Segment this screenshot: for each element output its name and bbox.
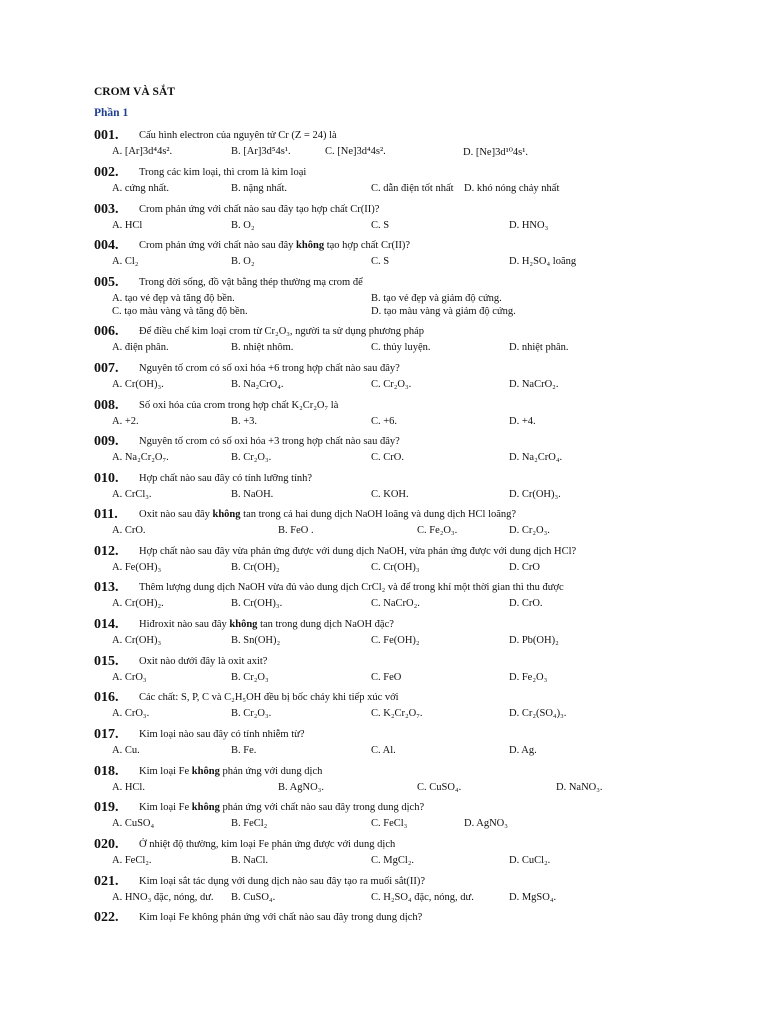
answer-option-a: A. HCl.	[112, 782, 145, 793]
answer-option-c: C. H₂SO₄ đặc, nóng, dư.	[371, 892, 474, 903]
question-1	[94, 130, 734, 159]
question-number: 015.	[94, 654, 119, 669]
question-number: 007.	[94, 361, 119, 376]
question-15	[94, 656, 734, 685]
question-17	[94, 729, 734, 758]
question-21	[94, 876, 734, 905]
answer-option-b: B. NaCl.	[231, 855, 269, 866]
question-stem: Trong đời sống, đồ vật bằng thép thường mạ crom để	[139, 277, 363, 288]
emphasis-keyword: không	[191, 766, 220, 777]
answer-option-c: C. S	[371, 220, 390, 231]
question-stem: Ở nhiệt độ thường, kim loại Fe phản ứng được với dung dịch	[139, 839, 396, 850]
answer-option-d: D. HNO₃	[509, 220, 549, 231]
answer-option-c: C. Cr(OH)₃	[371, 562, 420, 573]
question-number: 013.	[94, 580, 119, 595]
answer-option-c: C. tạo màu vàng và tăng độ bền.	[112, 306, 248, 317]
question-5	[94, 277, 734, 319]
question-4	[94, 240, 734, 269]
answer-option-c: C. NaCrO₂.	[371, 598, 420, 609]
answer-option-c: C. CrO.	[371, 452, 404, 463]
question-stem: Oxit nào sau đây không tan trong cả hai dung dịch NaOH loãng và dung dịch HCl loãng?	[139, 509, 517, 520]
answer-option-b: B. FeO .	[278, 525, 314, 536]
answer-option-b: B. Sn(OH)₂	[231, 635, 281, 646]
answer-option-d: D. H₂SO₄ loãng	[509, 256, 577, 267]
question-3	[94, 204, 734, 233]
answer-option-c: C. K₂Cr₂O₇.	[371, 708, 423, 719]
answer-option-b: B. AgNO₃.	[278, 782, 324, 793]
answer-option-b: B. nhiệt nhôm.	[231, 342, 294, 353]
answer-option-d: D. NaCrO₂.	[509, 379, 559, 390]
question-number: 010.	[94, 471, 119, 486]
answer-option-a: A. tạo vẻ đẹp và tăng độ bền.	[112, 293, 235, 304]
answer-option-b: B. +3.	[231, 416, 258, 427]
question-number: 016.	[94, 690, 119, 705]
answer-option-d: D. khó nóng chảy nhất	[464, 183, 560, 194]
question-stem: Kim loại Fe không phản ứng với chất nào sau đây trong dung dịch?	[139, 802, 425, 813]
answer-option-d: D. CrO.	[509, 598, 543, 609]
question-number: 005.	[94, 275, 119, 290]
answer-option-d: D. CrO	[509, 562, 540, 573]
question-number: 022.	[94, 910, 119, 925]
answer-option-c: C. S	[371, 256, 390, 267]
question-20	[94, 839, 734, 868]
answer-option-a: A. CrO.	[112, 525, 146, 536]
answer-option-a: A. FeCl₂.	[112, 855, 152, 866]
question-18	[94, 766, 734, 795]
question-7	[94, 363, 734, 392]
answer-option-d: D. Ag.	[509, 745, 537, 756]
question-stem: Kim loại nào sau đây có tính nhiễm từ?	[139, 729, 305, 740]
answer-option-b: B. Fe.	[231, 745, 257, 756]
answer-option-b: B. Cr₂O₃	[231, 672, 269, 683]
answer-option-d: D. [Ne]3d¹⁰4s¹.	[463, 147, 529, 158]
answer-option-b: B. [Ar]3d⁵4s¹.	[231, 146, 291, 157]
answer-option-b: B. tạo vẻ đẹp và giảm độ cứng.	[371, 293, 502, 304]
question-10	[94, 473, 734, 502]
answer-option-a: A. Cr(OH)₃.	[112, 379, 164, 390]
answer-option-c: C. CuSO₄.	[417, 782, 462, 793]
answer-option-d: D. nhiệt phân.	[509, 342, 569, 353]
question-stem: Cấu hình electron của nguyên tử Cr (Z = 24) là	[139, 130, 337, 141]
answer-option-a: A. +2.	[112, 416, 139, 427]
question-16	[94, 692, 734, 721]
question-stem: Hợp chất nào sau đây có tính lưỡng tính?	[139, 473, 313, 484]
question-stem: Các chất: S, P, C và C₂H₅OH đều bị bốc cháy khi tiếp xúc với	[139, 692, 399, 703]
question-2	[94, 167, 734, 196]
answer-option-a: A. CrO₃	[112, 672, 147, 683]
answer-option-d: D. MgSO₄.	[509, 892, 557, 903]
question-number: 001.	[94, 128, 119, 143]
question-number: 003.	[94, 202, 119, 217]
answer-option-c: C. FeCl₃	[371, 818, 408, 829]
question-12	[94, 546, 734, 575]
answer-option-c: C. thủy luyện.	[371, 342, 431, 353]
question-stem: Nguyên tố crom có số oxi hóa +3 trong hợp chất nào sau đây?	[139, 436, 400, 447]
answer-option-c: C. dẫn điện tốt nhất	[371, 183, 454, 194]
question-stem: Để điều chế kim loại crom từ Cr₂O₃, người ta sử dụng phương pháp	[139, 326, 424, 337]
question-number: 019.	[94, 800, 119, 815]
answer-option-b: B. nặng nhất.	[231, 183, 287, 194]
answer-option-a: A. HCl	[112, 220, 143, 231]
question-number: 008.	[94, 398, 119, 413]
answer-option-d: D. Na₂CrO₄.	[509, 452, 563, 463]
answer-option-d: D. Cr₂O₃.	[509, 525, 550, 536]
emphasis-keyword: không	[296, 240, 325, 251]
question-22	[94, 912, 734, 928]
answer-option-a: A. Cl₂	[112, 256, 139, 267]
question-stem: Oxit nào dưới đây là oxit axit?	[139, 656, 268, 667]
question-stem: Hợp chất nào sau đây vừa phản ứng được với dung dịch NaOH, vừa phản ứng được với dung dịch HCl?	[139, 546, 577, 557]
answer-option-d: D. CuCl₂.	[509, 855, 551, 866]
question-9	[94, 436, 734, 465]
question-6	[94, 326, 734, 355]
question-number: 009.	[94, 434, 119, 449]
question-number: 014.	[94, 617, 119, 632]
answer-option-d: D. Fe₂O₃	[509, 672, 548, 683]
answer-option-c: C. Fe(OH)₂	[371, 635, 420, 646]
answer-option-c: C. MgCl₂.	[371, 855, 415, 866]
answer-option-b: B. O₂	[231, 256, 255, 267]
answer-option-b: B. O₂	[231, 220, 255, 231]
question-number: 017.	[94, 727, 119, 742]
question-stem: Trong các kim loại, thì crom là kim loại	[139, 167, 307, 178]
answer-option-b: B. Cr(OH)₂	[231, 562, 280, 573]
answer-option-b: B. Cr₂O₃.	[231, 708, 272, 719]
question-number: 002.	[94, 165, 119, 180]
answer-option-c: C. FeO	[371, 672, 402, 683]
answer-option-c: C. KOH.	[371, 489, 409, 500]
question-number: 021.	[94, 874, 119, 889]
answer-option-a: A. CuSO₄	[112, 818, 155, 829]
answer-option-b: B. NaOH.	[231, 489, 274, 500]
question-8	[94, 400, 734, 429]
emphasis-keyword: không	[229, 619, 258, 630]
question-number: 018.	[94, 764, 119, 779]
answer-option-d: D. tạo màu vàng và giảm độ cứng.	[371, 306, 516, 317]
question-stem: Crom phản ứng với chất nào sau đây không tạo hợp chất Cr(II)?	[139, 240, 411, 251]
answer-option-c: C. [Ne]3d⁴4s².	[325, 146, 386, 157]
answer-option-a: A. Cu.	[112, 745, 140, 756]
answer-option-a: A. cứng nhất.	[112, 183, 170, 194]
question-13	[94, 582, 734, 611]
question-stem: Số oxi hóa của crom trong hợp chất K₂Cr₂O₇ là	[139, 400, 339, 411]
answer-option-d: D. Cr₂(SO₄)₃.	[509, 708, 567, 719]
question-11	[94, 509, 734, 538]
question-stem: Kim loại Fe không phản ứng với chất nào sau đây trong dung dịch?	[139, 912, 423, 923]
question-number: 004.	[94, 238, 119, 253]
question-number: 011.	[94, 507, 118, 522]
answer-option-a: A. Fe(OH)₃	[112, 562, 162, 573]
question-stem: Nguyên tố crom có số oxi hóa +6 trong hợp chất nào sau đây?	[139, 363, 400, 374]
emphasis-keyword: không	[191, 802, 220, 813]
question-19	[94, 802, 734, 831]
answer-option-b: B. CuSO₄.	[231, 892, 276, 903]
question-stem: Thêm lượng dung dịch NaOH vừa đủ vào dung dịch CrCl₂ và để trong khí một thời gian thì thu được	[139, 582, 564, 593]
answer-option-a: A. CrCl₃.	[112, 489, 152, 500]
document-title: CROM VÀ SẮT	[94, 86, 175, 98]
answer-option-d: D. Pb(OH)₂	[509, 635, 559, 646]
emphasis-keyword: không	[212, 509, 241, 520]
answer-option-c: C. +6.	[371, 416, 398, 427]
answer-option-d: D. Cr(OH)₃.	[509, 489, 561, 500]
answer-option-a: A. CrO₃.	[112, 708, 150, 719]
section-heading: Phần 1	[94, 107, 129, 119]
answer-option-a: A. Cr(OH)₃	[112, 635, 162, 646]
answer-option-a: A. HNO₃ đặc, nóng, dư.	[112, 892, 214, 903]
answer-option-c: C. Fe₂O₃.	[417, 525, 458, 536]
answer-option-a: A. [Ar]3d⁴4s².	[112, 146, 173, 157]
question-stem: Kim loại Fe không phản ứng với dung dịch	[139, 766, 323, 777]
question-number: 020.	[94, 837, 119, 852]
answer-option-a: A. Cr(OH)₂.	[112, 598, 164, 609]
question-stem: Kim loại sắt tác dụng với dung dịch nào sau đây tạo ra muối sắt(II)?	[139, 876, 426, 887]
question-stem: Hiđroxit nào sau đây không tan trong dung dịch NaOH đặc?	[139, 619, 394, 630]
answer-option-b: B. Na₂CrO₄.	[231, 379, 284, 390]
answer-option-b: B. Cr₂O₃.	[231, 452, 272, 463]
question-number: 006.	[94, 324, 119, 339]
answer-option-b: B. FeCl₂	[231, 818, 268, 829]
answer-option-c: C. Al.	[371, 745, 396, 756]
answer-option-d: D. AgNO₃	[464, 818, 508, 829]
answer-option-a: A. điện phân.	[112, 342, 169, 353]
question-stem: Crom phản ứng với chất nào sau đây tạo hợp chất Cr(II)?	[139, 204, 380, 215]
answer-option-c: C. Cr₂O₃.	[371, 379, 412, 390]
answer-option-a: A. Na₂Cr₂O₇.	[112, 452, 169, 463]
question-14	[94, 619, 734, 648]
answer-option-d: D. NaNO₃.	[556, 782, 603, 793]
answer-option-b: B. Cr(OH)₃.	[231, 598, 283, 609]
answer-option-d: D. +4.	[509, 416, 536, 427]
question-number: 012.	[94, 544, 119, 559]
